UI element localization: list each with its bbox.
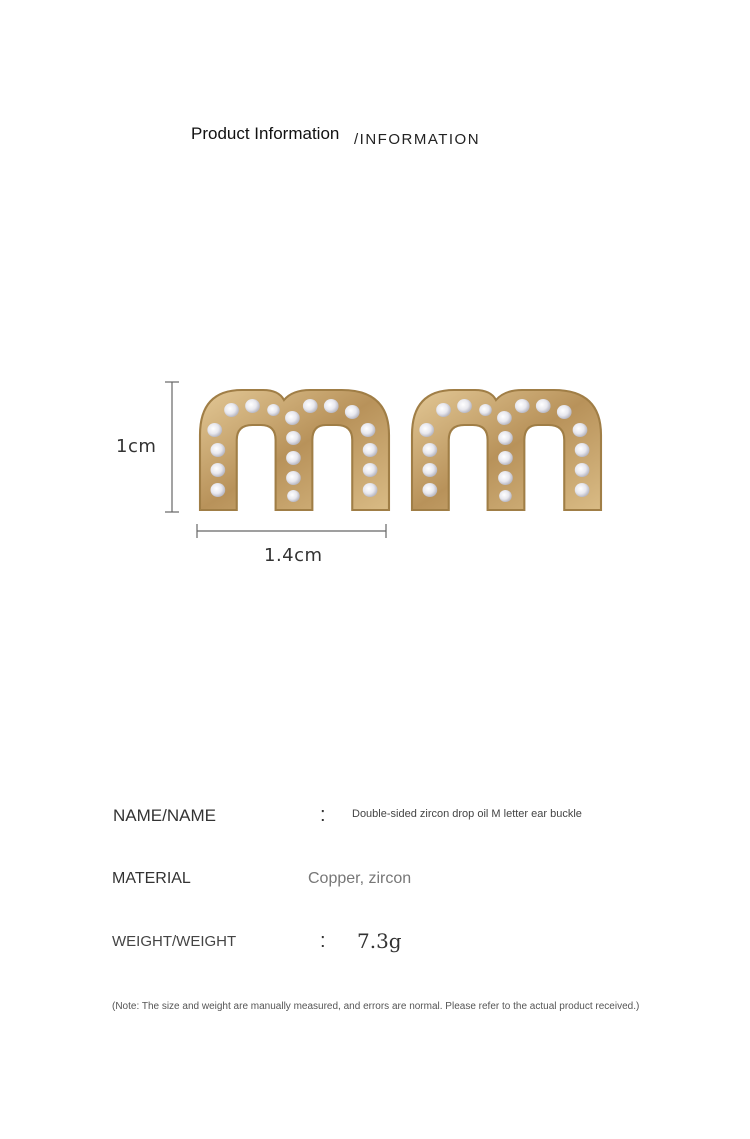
name-value: Double-sided zircon drop oil M letter ear buckle bbox=[352, 808, 582, 820]
width-dimension-label: 1.4cm bbox=[264, 545, 323, 566]
page-subtitle: /INFORMATION bbox=[354, 131, 481, 148]
name-colon: : bbox=[320, 804, 326, 826]
material-label: MATERIAL bbox=[112, 870, 191, 887]
name-label: NAME/NAME bbox=[113, 806, 216, 825]
measurement-note: (Note: The size and weight are manually measured, and errors are normal. Please refer to the actual product received.) bbox=[112, 1001, 640, 1012]
page-title: Product Information bbox=[191, 124, 340, 143]
weight-label: WEIGHT/WEIGHT bbox=[112, 933, 237, 950]
product-image bbox=[110, 370, 630, 580]
weight-colon: : bbox=[320, 930, 326, 952]
height-dimension-label: 1cm bbox=[116, 436, 157, 457]
material-value: Copper, zircon bbox=[308, 870, 412, 887]
weight-value: 7.3g bbox=[357, 929, 402, 953]
